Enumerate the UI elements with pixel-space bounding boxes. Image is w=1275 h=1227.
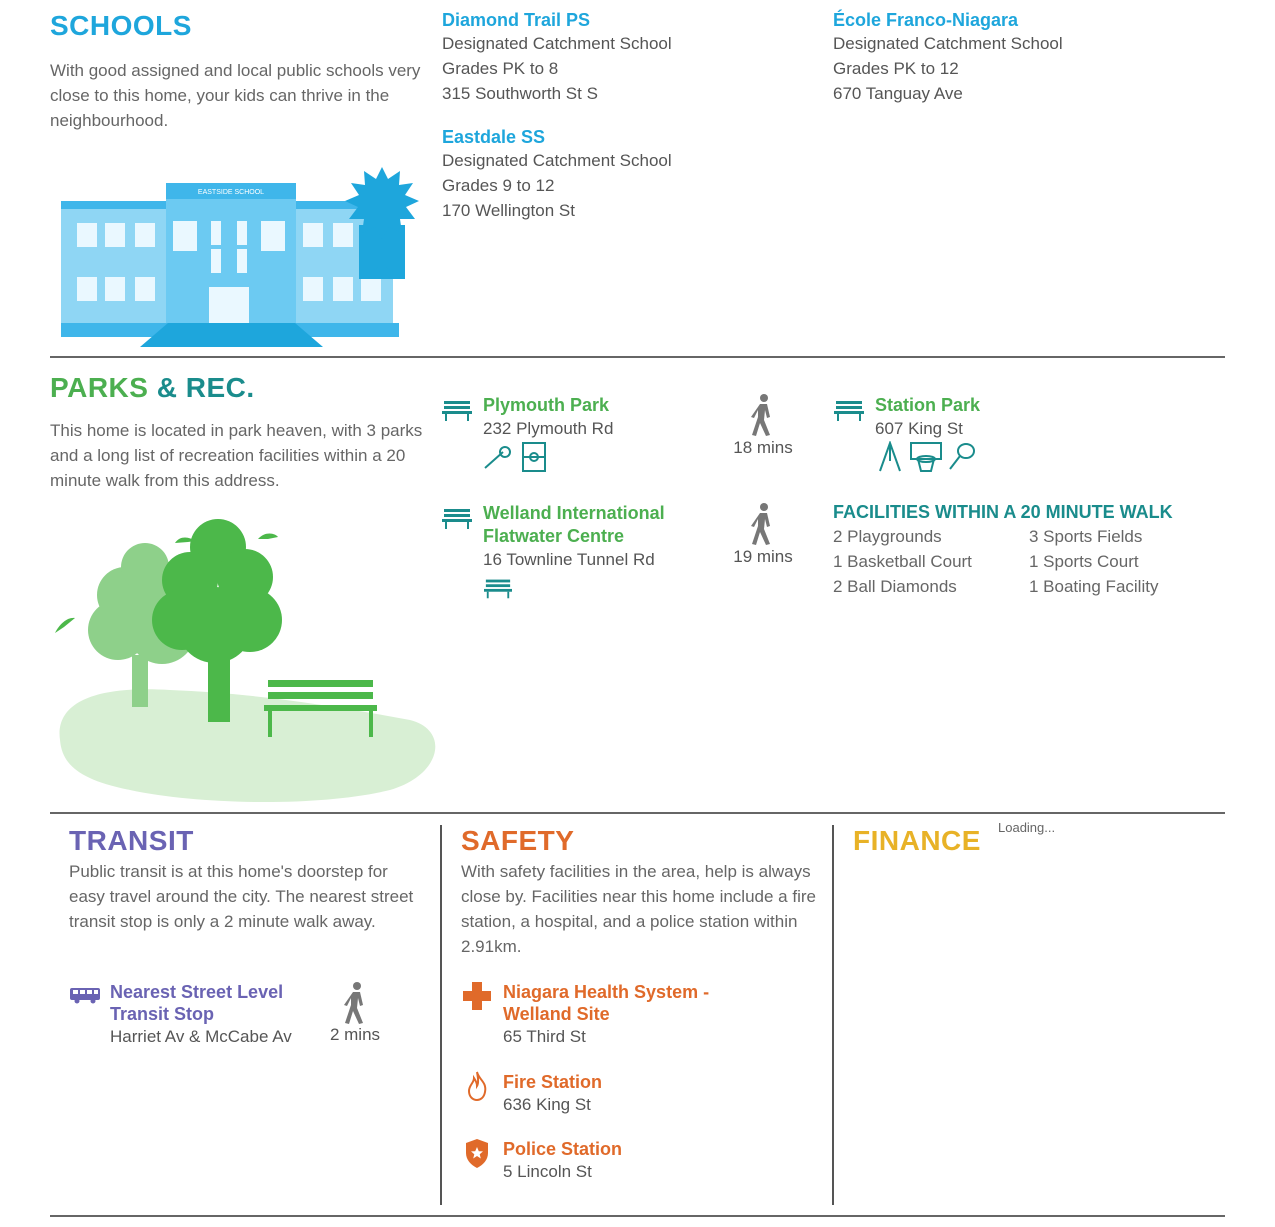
hospital-name-line1[interactable]: Niagara Health System - xyxy=(503,982,710,1002)
facility-item: 2 Playgrounds xyxy=(833,527,942,546)
transit-stop-title-line2[interactable]: Transit Stop xyxy=(110,1004,215,1024)
facility-item: 3 Sports Fields xyxy=(1029,527,1143,546)
divider xyxy=(50,812,1225,814)
divider xyxy=(50,1215,1225,1217)
schools-description: With good assigned and local public schools very close to this home, your kids can thrive in the neighbourhood. xyxy=(50,61,421,130)
police-shield-icon xyxy=(464,1137,490,1169)
bench-icon xyxy=(834,399,864,421)
police-station-address: 5 Lincoln St xyxy=(503,1162,592,1181)
school-type: Designated Catchment School xyxy=(833,34,1063,53)
bench-icon xyxy=(442,507,472,529)
parks-heading-a: PARKS xyxy=(50,372,149,403)
bench-icon xyxy=(484,577,512,599)
fire-icon xyxy=(465,1070,489,1102)
park-name-line2[interactable]: Flatwater Centre xyxy=(483,526,625,546)
transit-stop xyxy=(110,981,292,1048)
safety-hospital xyxy=(503,981,709,1048)
facilities-col2 xyxy=(1029,524,1158,599)
school-name[interactable]: École Franco-Niagara xyxy=(833,10,1019,30)
facility-item: 2 Ball Diamonds xyxy=(833,577,957,596)
school-grades: Grades PK to 8 xyxy=(442,59,559,78)
hospital-cross-icon xyxy=(461,980,493,1012)
parks-heading xyxy=(50,372,255,404)
walking-icon xyxy=(748,502,778,546)
bus-icon xyxy=(69,986,101,1004)
school-address: 315 Southworth St S xyxy=(442,84,598,103)
park-name[interactable]: Plymouth Park xyxy=(483,395,610,415)
finance-heading: FINANCE xyxy=(853,825,981,856)
safety-heading: SAFETY xyxy=(461,825,575,856)
school-franco-niagara xyxy=(833,9,1063,106)
school-grades: Grades PK to 12 xyxy=(833,59,959,78)
walk-time: 19 mins xyxy=(733,547,793,566)
school-type: Designated Catchment School xyxy=(442,34,672,53)
park-welland xyxy=(483,502,665,571)
school-address: 670 Tanguay Ave xyxy=(833,84,963,103)
transit-stop-address: Harriet Av & McCabe Av xyxy=(110,1027,292,1046)
transit-heading: TRANSIT xyxy=(69,825,194,856)
park-name[interactable]: Station Park xyxy=(875,395,981,415)
police-station-name[interactable]: Police Station xyxy=(503,1139,623,1159)
soccer-field-icon xyxy=(521,441,547,473)
facility-item: 1 Basketball Court xyxy=(833,552,972,571)
facility-item: 1 Sports Court xyxy=(1029,552,1139,571)
divider xyxy=(50,356,1225,358)
school-name[interactable]: Eastdale SS xyxy=(442,127,546,147)
safety-police-station xyxy=(503,1138,622,1183)
column-divider xyxy=(440,825,442,1205)
park-address: 16 Townline Tunnel Rd xyxy=(483,550,655,569)
swing-icon xyxy=(877,441,903,473)
parks-heading-b: & REC. xyxy=(156,372,255,403)
school-eastdale xyxy=(442,126,672,223)
park-address: 232 Plymouth Rd xyxy=(483,419,614,438)
walk-time: 2 mins xyxy=(329,1025,381,1044)
park-plymouth xyxy=(483,394,613,440)
facilities-heading: FACILITIES WITHIN A 20 MINUTE WALK xyxy=(833,502,1173,522)
facility-item: 1 Boating Facility xyxy=(1029,577,1159,596)
fire-station-address: 636 King St xyxy=(503,1095,591,1114)
schools-heading: SCHOOLS xyxy=(50,10,192,41)
parks-description: This home is located in park heaven, with 3 parks and a long list of recreation facilities within a 20 minute walk from this address. xyxy=(50,421,423,490)
walk-time: 18 mins xyxy=(733,438,793,457)
transit-stop-title-line1[interactable]: Nearest Street Level xyxy=(110,982,284,1002)
safety-description: With safety facilities in the area, help is always close by. Facilities near this home include a fire station, a hospital, and a police station within 2.91km. xyxy=(461,862,816,956)
walking-icon xyxy=(341,981,371,1025)
park-name-line1[interactable]: Welland International xyxy=(483,503,665,523)
school-grades: Grades 9 to 12 xyxy=(442,176,555,195)
walking-icon xyxy=(748,393,778,437)
school-diamond-trail xyxy=(442,9,672,106)
column-divider xyxy=(832,825,834,1205)
school-illustration xyxy=(55,165,425,350)
tennis-icon xyxy=(947,441,977,473)
hospital-address: 65 Third St xyxy=(503,1027,586,1046)
finance-loading-status: Loading... xyxy=(998,820,1056,835)
transit-description: Public transit is at this home's doorstep for easy travel around the city. The nearest street transit stop is only a 2 minute walk away. xyxy=(69,862,414,931)
hospital-name-line2[interactable]: Welland Site xyxy=(503,1004,610,1024)
park-station xyxy=(875,394,980,440)
baseball-icon xyxy=(483,444,513,472)
school-address: 170 Wellington St xyxy=(442,201,575,220)
fire-station-name[interactable]: Fire Station xyxy=(503,1072,603,1092)
school-type: Designated Catchment School xyxy=(442,151,672,170)
bench-icon xyxy=(442,399,472,421)
facilities-col1 xyxy=(833,524,972,599)
park-address: 607 King St xyxy=(875,419,963,438)
school-name[interactable]: Diamond Trail PS xyxy=(442,10,591,30)
safety-fire-station xyxy=(503,1071,602,1116)
park-illustration xyxy=(50,515,445,805)
basketball-hoop-icon xyxy=(909,441,943,473)
school-sign: EASTSIDE SCHOOL xyxy=(197,189,265,196)
